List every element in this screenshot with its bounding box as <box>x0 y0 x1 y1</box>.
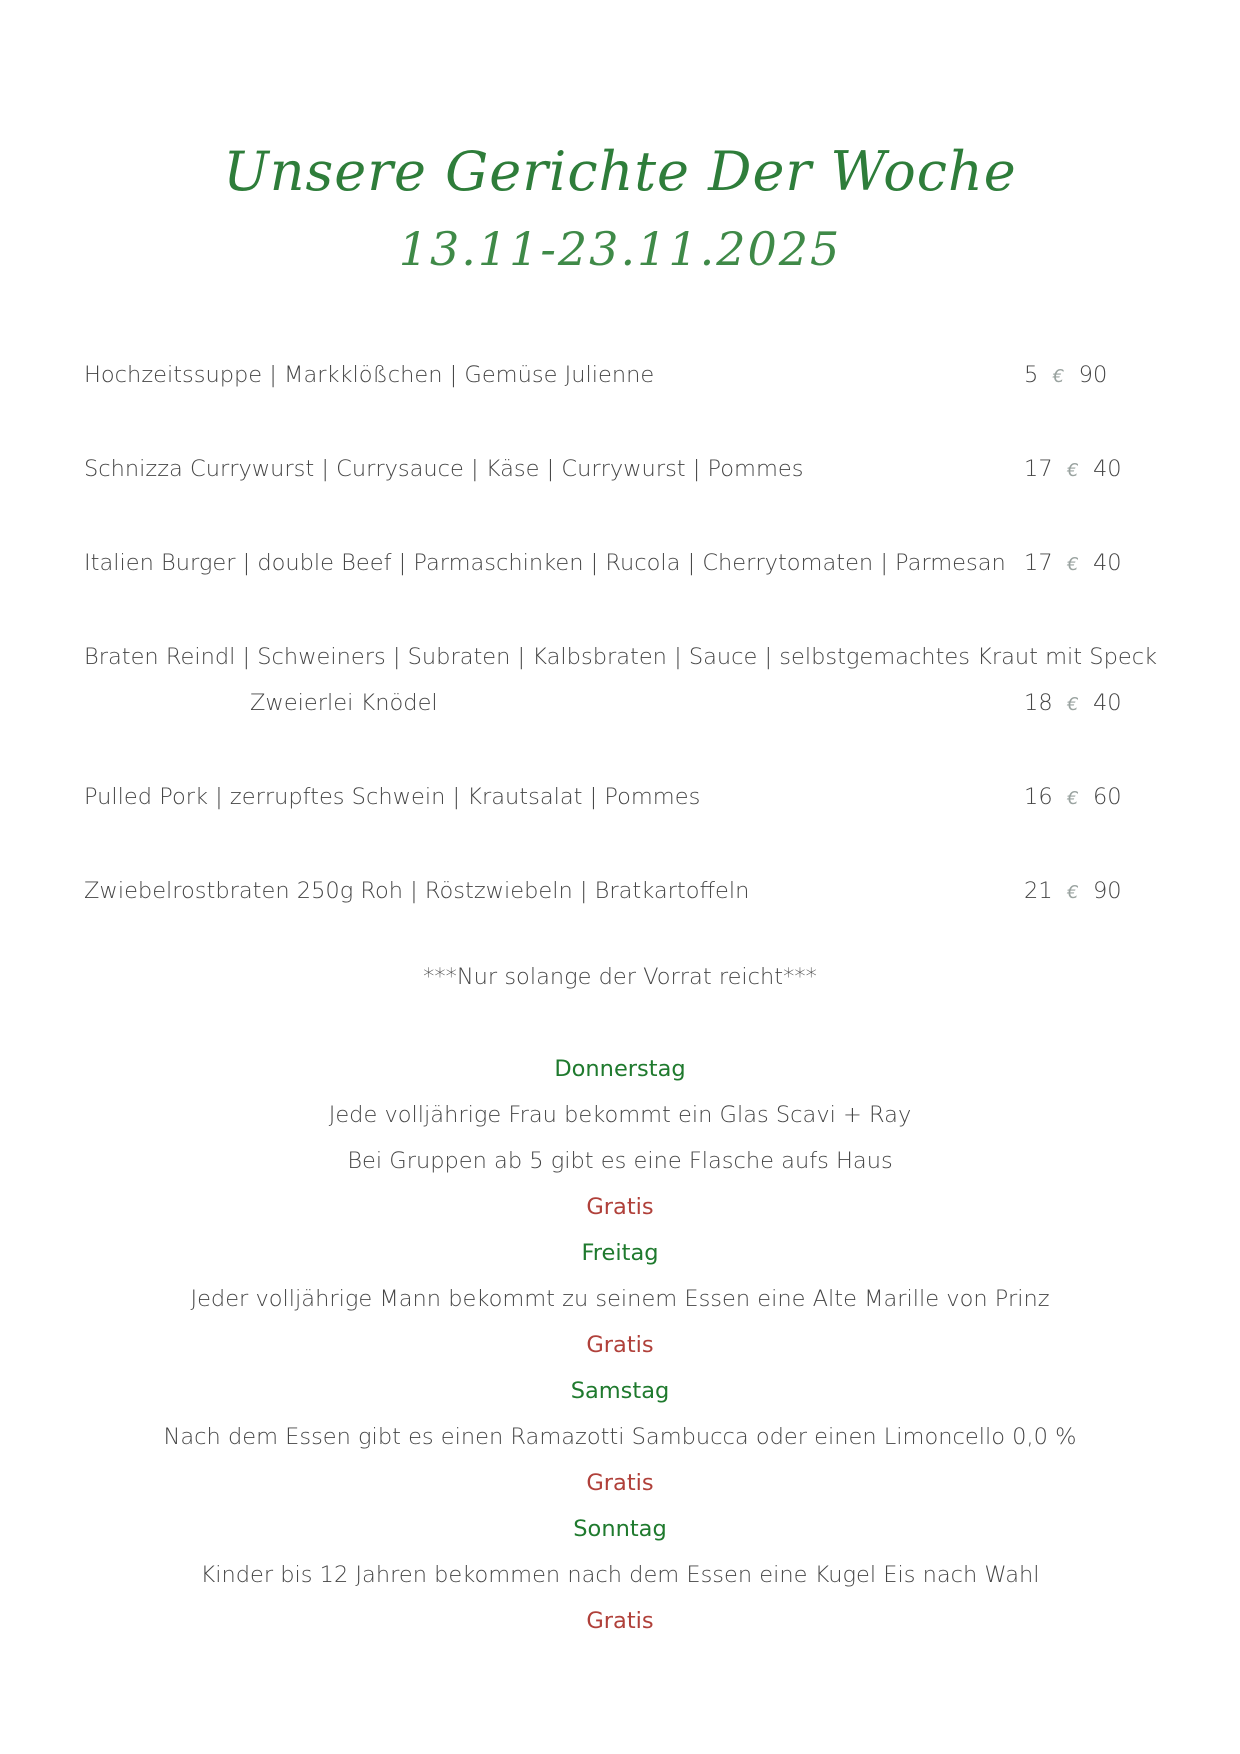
dish-item <box>84 456 1124 496</box>
euro-icon: € <box>1067 694 1079 715</box>
promo-text: Jeder volljährige Mann bekommt zu seinem Essen eine Alte Marille von Prinz <box>190 1286 1050 1312</box>
dish-item <box>84 550 1124 590</box>
gratis-badge: Gratis <box>586 1470 654 1496</box>
euro-icon: € <box>1067 554 1079 575</box>
dish-name: Braten Reindl | Schweiners | Subraten | Kalbsbraten | Sauce | selbstgemachtes Kraut mit Speck <box>84 644 1158 670</box>
dish-name: Zwiebelrostbraten 250g Roh | Röstzwiebeln | Bratkartoffeln <box>84 878 750 904</box>
dish-price: 5 € 90 <box>1024 362 1108 388</box>
promo-text: Kinder bis 12 Jahren bekommen nach dem Essen eine Kugel Eis nach Wahl <box>200 1562 1040 1588</box>
promo-day: Samstag <box>570 1378 670 1404</box>
euro-icon: € <box>1067 460 1079 481</box>
promo-day: Freitag <box>581 1240 659 1266</box>
promo-text: Jede volljährige Frau bekommt ein Glas Scavi + Ray <box>328 1102 912 1128</box>
gratis-badge: Gratis <box>586 1332 654 1358</box>
dish-item <box>84 878 1124 918</box>
gratis-badge: Gratis <box>586 1608 654 1634</box>
promo-day: Sonntag <box>573 1516 667 1542</box>
promo-text: Bei Gruppen ab 5 gibt es eine Flasche aufs Haus <box>347 1148 893 1174</box>
dish-item <box>84 362 1124 402</box>
dish-item <box>84 784 1124 824</box>
dish-name: Hochzeitssuppe | Markklößchen | Gemüse Julienne <box>84 362 655 388</box>
availability-notice: ***Nur solange der Vorrat reicht*** <box>423 964 817 990</box>
euro-icon: € <box>1052 366 1065 387</box>
dish-price: 17 € 40 <box>1024 456 1122 482</box>
dish-name: Italien Burger | double Beef | Parmaschinken | Rucola | Cherrytomaten | Parmesan <box>84 550 1006 576</box>
dish-price: 21 € 90 <box>1024 878 1122 904</box>
gratis-badge: Gratis <box>586 1194 654 1220</box>
dish-price: 17 € 40 <box>1024 550 1122 576</box>
dish-name: Pulled Pork | zerrupftes Schwein | Krautsalat | Pommes <box>84 784 701 810</box>
dish-price: 18 € 40 <box>1024 690 1122 716</box>
dish-item <box>84 644 1158 716</box>
dish-price: 16 € 60 <box>1024 784 1122 810</box>
euro-icon: € <box>1067 788 1079 809</box>
date-range: 13.11-23.11.2025 <box>398 222 842 276</box>
promo-day: Donnerstag <box>554 1056 686 1082</box>
euro-icon: € <box>1067 882 1079 903</box>
dish-sub: Zweierlei Knödel <box>250 690 438 716</box>
promo-text: Nach dem Essen gibt es einen Ramazotti Sambucca oder einen Limoncello 0,0 % <box>163 1424 1077 1450</box>
dish-name: Schnizza Currywurst | Currysauce | Käse | Currywurst | Pommes <box>84 456 804 482</box>
page-title: Unsere Gerichte Der Woche <box>223 140 1017 203</box>
